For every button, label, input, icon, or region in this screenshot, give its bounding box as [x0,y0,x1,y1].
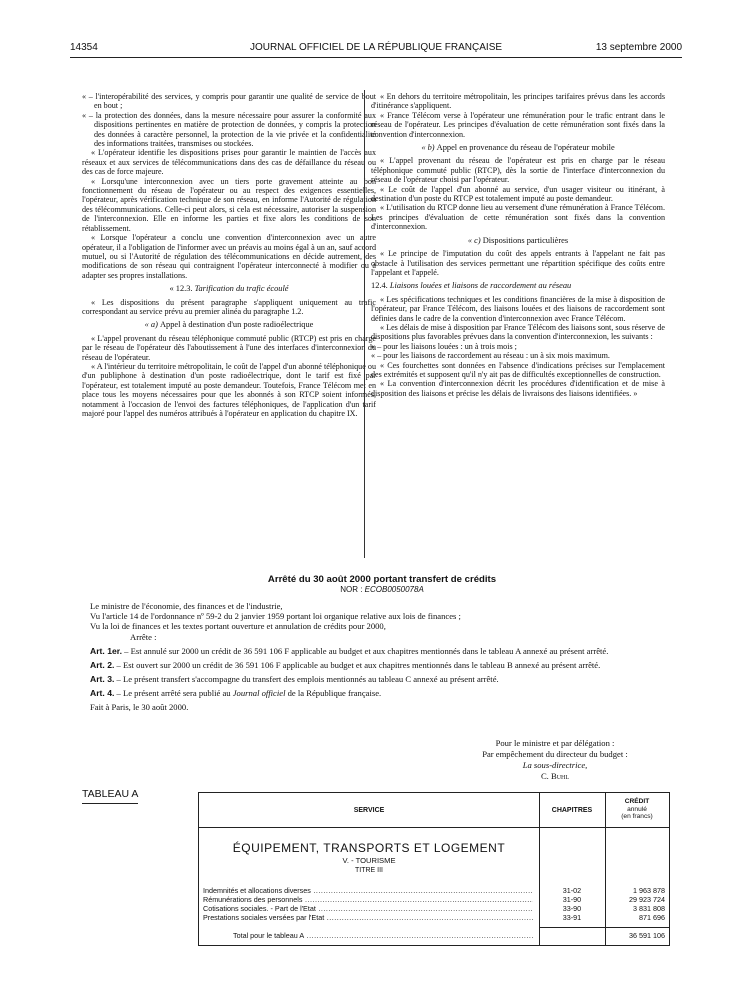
article-label: Art. 3. [90,674,115,685]
article-1 [82,646,682,656]
preamble-line: Le ministre de l'économie, des finances et de l'industrie, [90,601,283,611]
section-heading [371,281,665,290]
tableau-label: TABLEAU A [82,788,139,800]
header-rule [70,57,682,58]
table-row [199,913,669,922]
section-number: « b) [421,143,437,153]
paragraph: « L'opérateur identifie les dispositions prises pour garantir le maintien de l'accès aux réseaux et aux services de télécommunications dans des cas de défaillance du réseau ou des cas de force majeure. [82,148,376,177]
list-item: « – la protection des données, dans la mesure nécessaire pour assurer la conformité aux dispositions pertinentes en matière de protection de données, y compris la protection des données à caractère personnel, la protection de la vie privée et la confidentialité des informations traitées, transmises ou stockées. [82,110,376,149]
nor-code: ECOB0050078A [364,585,424,594]
paragraph: « Le coût de l'appel d'un abonné au service, d'un usager visiteur ou itinérant, à destination d'un poste du RTCP est totalement imputé au poste demandeur. [371,184,665,204]
signature-line: Pour le ministre et par délégation : [495,738,615,748]
section-title: Appel en provenance du réseau de l'opérateur mobile [436,143,615,153]
page-number: 14354 [70,42,98,53]
row-chapitre: 33-90 [562,904,582,913]
signature-line: La sous-directrice, [522,760,588,770]
section-heading [82,320,376,329]
section-number: « c) [467,235,483,245]
article-label: Art. 1er. [90,645,123,656]
header-service: SERVICE [353,807,385,814]
paragraph: « Le principe de l'imputation du coût des appels entrants à l'appelant ne fait pas obstacle à l'utilisation des services permettant une répartition spécifique des coûts entre l'appelant et l'appelé. [371,249,665,277]
article-3 [82,674,682,684]
preamble-line: Vu l'article 14 de l'ordonnance nº 59-2 du 2 janvier 1959 portant loi organique relative aux lois de finances ; [90,611,461,622]
paragraph: « Lorsqu'une interconnexion avec un tiers porte gravement atteinte au bon fonctionnement du réseau de l'opérateur ou au respect des exigences essentielles, l'opérateur, après vérification technique de son réseau, en informe l'Autorité de régulation des télécommunications. Celle-ci peut alors, si cela est nécessaire, autoriser la suspension de l'interconnexion. Elle en informe les parties et fixe alors les conditions de son rétablissement. [82,176,376,233]
paragraph: « L'appel provenant du réseau de l'opérateur est pris en charge par le réseau téléphonique commuté public (RTCP), dès la sortie de l'interface d'interconnexion du réseau de l'opérateur choisi par l'opérateur. [371,156,665,185]
paragraph: « Lorsque l'opérateur a conclu une convention d'interconnexion avec un autre opérateur, il a l'obligation de l'informer avec un préavis au moins égal à un an, sauf accord mutuel, ou si l'Autorité de régulation des télécommunications en décide autrement, des modifications de son réseau qui contraignent l'opérateur interconnecté à modifier ou à adapter ses propres installations. [82,233,376,280]
section-titre: TITRE III [355,867,383,874]
table-row [199,895,669,904]
header-credit [605,798,669,821]
article-text: – Est annulé sur 2000 un crédit de 36 591 106 F applicable au budget et aux chapitres mentionnés dans le tableau A annexé au présent arrêté. [122,645,609,656]
header-chapitres: CHAPITRES [551,807,593,814]
section-heading [82,284,376,293]
right-column [371,92,665,398]
article-label: Art. 4. [90,688,115,699]
section-heading [371,236,665,245]
list-item: « – pour les liaisons louées : un à trois mois ; [371,341,517,351]
arrete-body [82,601,682,712]
list-item: « – l'interopérabilité des services, y compris pour garantir une qualité de service de bout en bout ; [82,92,376,111]
row-chapitre: 31-02 [562,886,582,895]
preamble-line: Arrête : [130,631,157,642]
row-label: Indemnités et allocations diverses ..... [203,886,533,895]
list-item: « – pour les liaisons de raccordement au réseau : un à six mois maximum. [371,351,610,361]
arrete-title: Arrêté du 30 août 2000 portant transfert de crédits [267,574,497,585]
section-number: « 12.3. [169,284,195,294]
done-at: Fait à Paris, le 30 août 2000. [90,701,189,712]
paragraph: « Les délais de mise à disposition par France Télécom des liaisons sont, sous réserve de dispositions plus favorables prévues dans la convention d'interconnexion, les suivants : [371,322,665,342]
signature-block [420,738,690,782]
article-text: – Le présent transfert s'accompagne du transfert des emplois mentionnés au tableau C annexé au présent arrêté. [114,674,499,685]
row-amount: 871 696 [639,913,665,922]
article-text: – Le présent arrêté sera publié au [114,688,233,699]
section-subtitle: V. - TOURISME [342,856,396,865]
row-amount: 29 923 724 [629,895,665,904]
row-label: Prestations sociales versées par l'Etat ..... [203,913,533,922]
total-rule [539,927,669,928]
paragraph: « Ces fourchettes sont données en l'absence d'indications précises sur l'emplacement des extrémités et supposent qu'il n'y ait pas de difficultés exceptionnelles de construction. [371,360,665,379]
paragraph: « A l'intérieur du territoire métropolitain, le coût de l'appel d'un abonné téléphonique ou d'un publiphone à destination d'un poste radioélectrique, dont le tarif est fixé par l'opérateur, est totalement imputé au poste demandeur. Toutefois, France Télécom met en place tous les moyens nécessaires pour que les abonnés à son RTCP soient informés, notamment à l'occasion de l'envoi des factures téléphoniques, de l'application d'un tarif majoré pour l'appel des numéros attribués à l'opérateur en application du chapitre IX. [82,361,376,418]
signatory-name: C. Buhl [540,771,570,781]
paragraph: « L'utilisation du RTCP donne lieu au versement d'une rémunération à France Télécom. Les principes d'évaluation de cette rémunération sont fixés dans la convention d'interconnexion. [371,203,665,232]
section-title: Appel à destination d'un poste radioélectrique [159,320,314,330]
tableau-label-rule [82,803,138,804]
article-4 [82,688,682,698]
arrete-nor [82,585,682,594]
paragraph: « Les dispositions du présent paragraphe s'appliquent uniquement au trafic correspondant au service prévu au premier alinéa du paragraphe 1.2. [82,297,376,316]
row-label: Cotisations sociales. - Part de l'Etat ..... [203,904,533,913]
signature-line: Par empêchement du directeur du budget : [482,749,628,759]
section-number: 12.4. [371,281,390,291]
page-header [70,42,682,56]
article-text: – Est ouvert sur 2000 un crédit de 36 591 106 F applicable au budget et aux chapitres mentionnés dans le tableau B annexé au présent arrêté. [114,660,601,671]
row-amount: 3 831 808 [633,904,665,913]
row-chapitre: 33-91 [562,913,582,922]
paragraph: « En dehors du territoire métropolitain, les principes tarifaires prévus dans les accords d'itinérance s'appliquent. [371,92,665,111]
header-credit-line: CRÉDIT [624,798,650,805]
row-chapitre: 31-90 [562,895,582,904]
row-amount: 1 963 878 [633,886,665,895]
paragraph: « France Télécom verse à l'opérateur une rémunération pour le trafic entrant dans le réseau de l'opérateur. Les principes d'évaluation de cette rémunération sont fixés dans la convention d'interconnexion. [371,110,665,139]
header-credit-line: (en francs) [621,813,653,821]
ministry-title: ÉQUIPEMENT, TRANSPORTS ET LOGEMENT [232,841,506,855]
table-row [199,886,669,895]
paragraph: « Les spécifications techniques et les conditions financières de la mise à disposition de l'opérateur, par France Télécom, des liaisons louées et des liaisons de raccordement sont définies dans le cadre de la convention d'interconnexion avec France Télécom. [371,294,665,323]
paragraph: « La convention d'interconnexion décrit les procédures d'identification et de mise à disposition des liaisons et précise les délais de livraisons des liaisons identifiées. » [371,379,665,398]
article-label: Art. 2. [90,660,115,671]
issue-date: 13 septembre 2000 [595,42,682,53]
section-title: Liaisons louées et liaisons de raccordement au réseau [389,281,572,291]
column-divider [364,90,365,558]
column-rule [539,793,540,945]
table-row [199,904,669,913]
article-text: de la République française. [285,688,382,699]
left-column [82,92,376,418]
tableau-a [198,792,670,946]
total-amount: 36 591 106 [629,931,665,940]
section-number: « a) [144,320,160,330]
article-2 [82,660,682,670]
journal-title: JOURNAL OFFICIEL DE LA RÉPUBLIQUE FRANÇAISE [249,42,503,53]
preamble-line: Vu la loi de finances et les textes portant ouverture et annulation de crédits pour 2000, [90,621,386,632]
nor-label: NOR : [340,585,365,594]
total-label: Total pour le tableau A ..... [233,931,533,940]
section-title: Tarification du trafic écoulé [194,284,289,294]
section-title: Dispositions particulières [482,235,569,245]
paragraph: « L'appel provenant du réseau téléphonique commuté public (RTCP) est pris en charge par le réseau de l'opérateur dès l'aboutissement à l'une des interfaces d'interconnexion du réseau de l'opérateur. [82,333,376,362]
header-credit-line: annulé [627,805,647,813]
journal-officiel: Journal officiel [232,688,286,699]
row-label: Rémunérations des personnels ..... [203,895,533,904]
section-heading [371,143,665,152]
